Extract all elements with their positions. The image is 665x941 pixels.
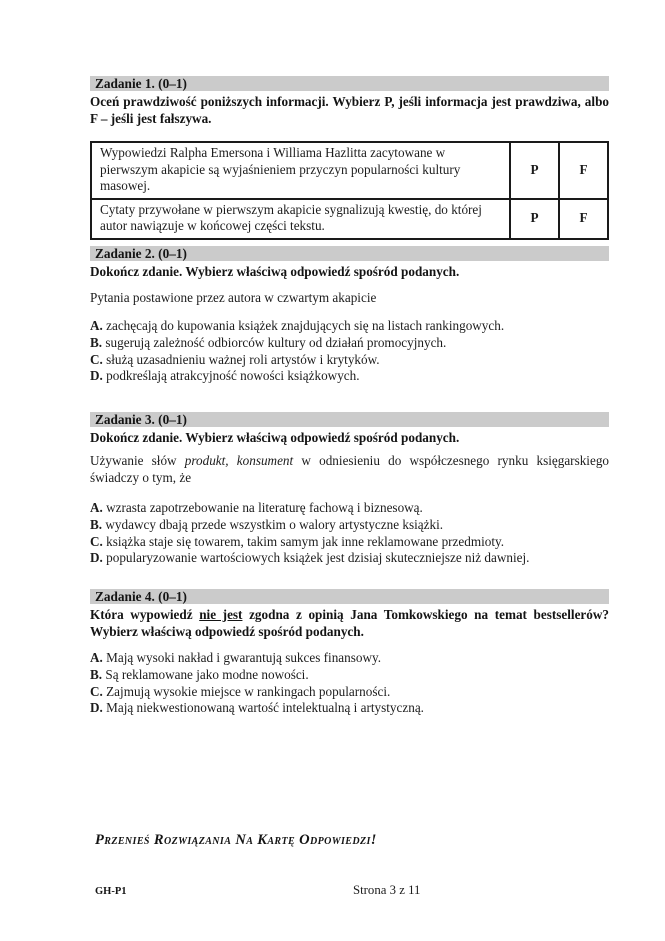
task-2-header-bar [90,246,609,261]
page-number: Strona 3 z 11 [353,883,421,897]
task-3-section [90,412,609,567]
option-text: wzrasta zapotrzebowanie na literaturę fachową i biznesową. [106,500,423,515]
task-1-header-bar [90,76,609,91]
option-label: B. [90,334,103,350]
statement-cell: Wypowiedzi Ralpha Emersona i Williama Hazlitta zacytowane w pierwszym akapicie są wyjaśnieniem przyczyn popularności kultury masowej. [91,142,510,199]
task-4-title: Zadanie 4. (0–1) [95,589,187,604]
task-2-options [90,318,609,385]
option-label: C. [90,351,103,367]
task-2-section [90,246,609,385]
transfer-answers-note: Przenieś Rozwiązania Na Kartę Odpowiedzi! [95,832,377,848]
answer-option [90,335,609,352]
stem-text: w odniesieniu do współczesnego rynku księgarskiego świadczy o tym, że [90,453,610,485]
task-1-section [90,76,609,240]
statement-cell: Cytaty przywołane w pierwszym akapicie sygnalizują kwestię, do której autor nawiązuje w końcowej części tekstu. [91,199,510,239]
option-text: książka staje się towarem, takim samym jak inne reklamowane przedmioty. [106,533,505,549]
form-code: GH-P1 [95,886,127,897]
option-text: służą uzasadnieniu ważnej roli artystów i krytyków. [106,351,380,367]
answer-option [90,550,609,567]
option-label: B. [90,516,103,532]
task-2-stem: Pytania postawione przez autora w czwartym akapicie [90,290,377,305]
answer-option [90,650,609,667]
task-4-instruction [90,606,609,640]
option-label: A. [90,318,103,333]
stem-italic-words: produkt, konsument [184,453,294,468]
option-text: Mają niekwestionowaną wartość intelektualną i artystyczną. [106,700,424,716]
option-text: popularyzowanie wartościowych książek jest dzisiaj skuteczniejsze niż dawniej. [106,550,530,566]
answer-option [90,517,609,534]
answer-option [90,534,609,551]
true-option-cell: P [510,142,559,199]
option-text: Mają wysoki nakład i gwarantują sukces finansowy. [106,650,382,665]
task-3-title: Zadanie 3. (0–1) [95,412,187,427]
instruction-text: Która wypowiedź [90,607,200,622]
option-label: D. [90,550,103,566]
answer-option [90,667,609,684]
option-text: zachęcają do kupowania książek znajdujących się na listach rankingowych. [106,318,505,333]
task-4-options [90,650,609,717]
option-label: B. [90,666,103,682]
task-2-title: Zadanie 2. (0–1) [95,246,187,261]
answer-option [90,684,609,701]
task-4-header-bar [90,589,609,604]
task-1-instruction: Oceń prawdziwość poniższych informacji. Wybierz P, jeśli informacja jest prawdziwa, albo F – jeśli jest fałszywa. [90,94,609,126]
instruction-text: zgodna z opinią Jana Tomkowskiego na temat bestsellerów? Wybierz właściwą odpowiedź spośród podanych. [90,607,609,639]
option-text: Są reklamowane jako modne nowości. [105,666,309,682]
instruction-underlined-words: nie jest [199,607,243,622]
answer-option [90,352,609,369]
true-false-table [90,141,609,240]
option-text: wydawcy dbają przede wszystkim o walory artystyczne książki. [105,516,444,532]
stem-text: Używanie słów [90,453,185,468]
answer-option [90,700,609,717]
false-option-cell: F [559,199,608,239]
true-option-cell: P [510,199,559,239]
task-1-title: Zadanie 1. (0–1) [95,76,187,91]
option-text: podkreślają atrakcyjność nowości książkowych. [106,368,360,384]
task-3-instruction: Dokończ zdanie. Wybierz właściwą odpowiedź spośród podanych. [90,430,460,445]
option-label: A. [90,500,103,515]
table-row [91,142,608,199]
answer-option [90,368,609,385]
option-label: C. [90,683,103,699]
option-text: Zajmują wysokie miejsce w rankingach popularności. [106,683,391,699]
answer-option [90,500,609,517]
task-3-stem [90,452,609,486]
false-option-cell: F [559,142,608,199]
task-2-instruction: Dokończ zdanie. Wybierz właściwą odpowiedź spośród podanych. [90,264,460,279]
option-label: D. [90,368,103,384]
task-4-section [90,589,609,717]
task-3-header-bar [90,412,609,427]
task-3-options [90,500,609,567]
option-label: D. [90,700,103,716]
option-label: C. [90,533,103,549]
option-text: sugerują zależność odbiorców kultury od działań promocyjnych. [105,334,447,350]
option-label: A. [90,650,103,665]
table-row [91,199,608,239]
answer-option [90,318,609,335]
